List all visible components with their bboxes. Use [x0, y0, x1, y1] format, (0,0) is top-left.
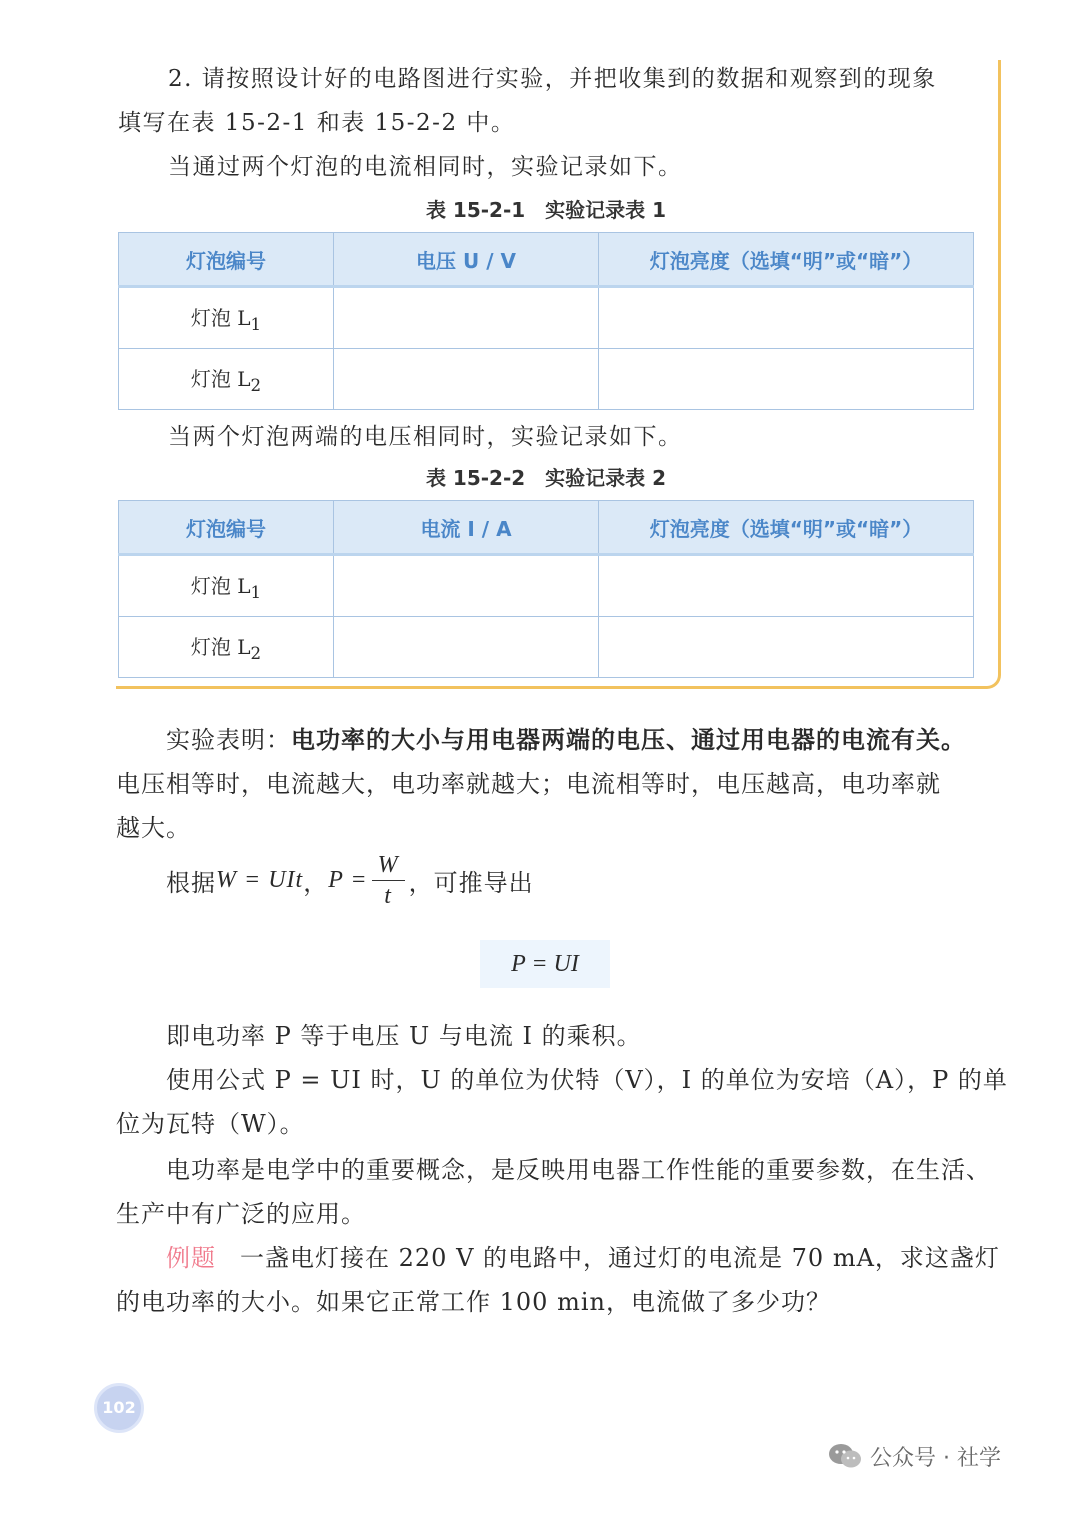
bulb-name: 灯泡 $L_2$ — [119, 617, 334, 678]
current-cell — [334, 555, 599, 617]
example-label: 例题 — [166, 1244, 216, 1272]
table2-header-current: 电流 I / A — [334, 501, 599, 555]
para-2b: 位为瓦特（W）。 — [116, 1110, 305, 1138]
bulb-name: 灯泡 $L_1$ — [119, 287, 334, 349]
table-15-2-1 — [118, 232, 974, 410]
brightness-cell — [599, 555, 974, 617]
example-line-2: 的电功率的大小。如果它正常工作 100 min，电流做了多少功？ — [116, 1288, 831, 1316]
conclusion-lead: 实验表明： — [166, 726, 291, 754]
voltage-cell — [334, 287, 599, 349]
page-number-badge: 102 — [94, 1383, 144, 1433]
para-3a: 电功率是电学中的重要概念，是反映用电器工作性能的重要参数，在生活、 — [166, 1156, 991, 1184]
fraction-numerator: W — [372, 850, 405, 881]
derive-suffix: ，可推导出 — [408, 869, 534, 897]
bulb-name: 灯泡 $L_2$ — [119, 349, 334, 410]
conclusion-line-3: 越大。 — [116, 814, 191, 842]
table1-header-brightness: 灯泡亮度（选填“明”或“暗”） — [599, 233, 974, 287]
intro-line-1: 2. 请按照设计好的电路图进行实验，并把收集到的数据和观察到的现象 — [168, 66, 937, 92]
fraction — [372, 850, 405, 911]
example-line-1 — [166, 1238, 1000, 1273]
intro-line-2: 填写在表 15-2-1 和表 15-2-2 中。 — [118, 110, 516, 136]
derive-prefix: 根据 — [166, 869, 216, 897]
table-row — [119, 617, 974, 678]
table-15-2-2 — [118, 500, 974, 678]
voltage-cell — [334, 349, 599, 410]
bulb-name: 灯泡 $L_1$ — [119, 555, 334, 617]
power-formula: P = UI — [480, 940, 610, 988]
table2-caption: 表 15-2-2 实验记录表 2 — [425, 466, 667, 490]
brightness-cell — [599, 349, 974, 410]
conclusion-line-2: 电压相等时，电流越大，电功率就越大；电流相等时，电压越高，电功率就 — [116, 770, 941, 798]
watermark-text: 公众号 · 社学 — [870, 1445, 1001, 1471]
derive-separator: ， — [303, 869, 329, 897]
fraction-denominator: t — [384, 883, 392, 909]
brightness-cell — [599, 617, 974, 678]
para-2a: 使用公式 P = UI 时，U 的单位为伏特（V），I 的单位为安培（A），P 的单 — [166, 1066, 1008, 1094]
work-equation: W = UIt — [216, 867, 304, 893]
power-lhs: P = — [328, 867, 368, 893]
table1-caption: 表 15-2-1 实验记录表 1 — [425, 198, 667, 222]
current-cell — [334, 617, 599, 678]
intro-line-3: 当通过两个灯泡的电流相同时，实验记录如下。 — [168, 154, 683, 180]
table1-header-voltage: 电压 U / V — [334, 233, 599, 287]
conclusion-line-1 — [166, 720, 966, 755]
para-1: 即电功率 P 等于电压 U 与电流 I 的乘积。 — [166, 1022, 642, 1050]
table2-header-bulb: 灯泡编号 — [119, 501, 334, 555]
derivation-line — [166, 850, 534, 911]
table-row — [119, 349, 974, 410]
table-row — [119, 287, 974, 349]
brightness-cell — [599, 287, 974, 349]
table1-header-bulb: 灯泡编号 — [119, 233, 334, 287]
para-3b: 生产中有广泛的应用。 — [116, 1200, 366, 1228]
conclusion-bold: 电功率的大小与用电器两端的电压、通过用电器的电流有关。 — [291, 725, 966, 754]
wechat-icon — [828, 1442, 862, 1470]
watermark — [828, 1436, 1001, 1476]
example-text-1: 一盏电灯接在 220 V 的电路中，通过灯的电流是 70 mA，求这盏灯 — [240, 1244, 1000, 1272]
table-row — [119, 555, 974, 617]
between-text: 当两个灯泡两端的电压相同时，实验记录如下。 — [168, 424, 683, 450]
table2-header-brightness: 灯泡亮度（选填“明”或“暗”） — [599, 501, 974, 555]
